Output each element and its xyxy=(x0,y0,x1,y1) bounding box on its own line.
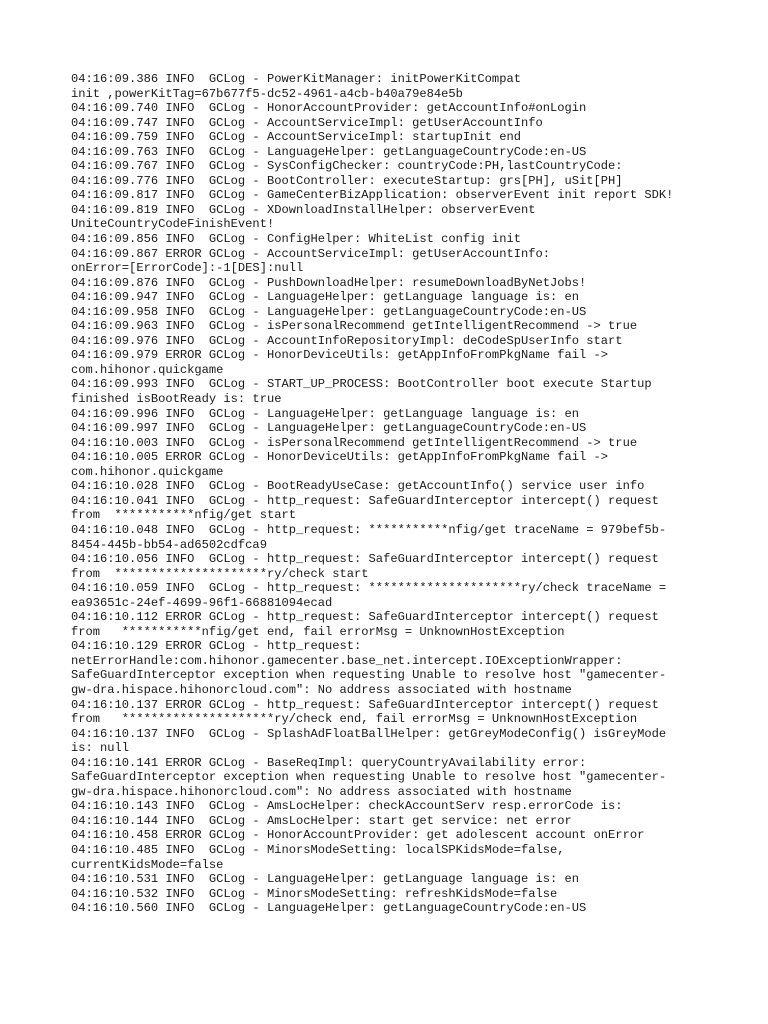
log-line: 04:16:09.759 INFO GCLog - AccountServiceImpl: startupInit end xyxy=(71,130,521,145)
log-line: gw-dra.hispace.hihonorcloud.com": No address associated with hostname xyxy=(71,784,572,799)
log-line: 04:16:10.056 INFO GCLog - http_request: SafeGuardInterceptor intercept() request xyxy=(71,552,659,567)
log-line: from ***********nfig/get end, fail errorMsg = UnknownHostException xyxy=(71,624,565,639)
log-line: 04:16:10.458 ERROR GCLog - HonorAccountProvider: get adolescent account onError xyxy=(71,828,645,843)
log-line: UniteCountryCodeFinishEvent! xyxy=(71,217,275,232)
log-line: SafeGuardInterceptor exception when requesting Unable to resolve host "gamecenter- xyxy=(71,770,667,785)
log-line: 04:16:10.137 INFO GCLog - SplashAdFloatBallHelper: getGreyModeConfig() isGreyMode xyxy=(71,726,667,741)
log-line: 04:16:10.059 INFO GCLog - http_request: *********************ry/check traceName = xyxy=(71,581,667,596)
log-line: 04:16:10.005 ERROR GCLog - HonorDeviceUtils: getAppInfoFromPkgName fail -> xyxy=(71,450,609,465)
log-line: 04:16:09.776 INFO GCLog - BootController: executeStartup: grs[PH], uSit[PH] xyxy=(71,173,623,188)
log-line: 04:16:10.532 INFO GCLog - MinorsModeSetting: refreshKidsMode=false xyxy=(71,886,558,901)
log-line: 04:16:10.485 INFO GCLog - MinorsModeSetting: localSPKidsMode=false, xyxy=(71,842,565,857)
log-line: from *********************ry/check end, fail errorMsg = UnknownHostException xyxy=(71,712,638,727)
log-line: 04:16:09.979 ERROR GCLog - HonorDeviceUtils: getAppInfoFromPkgName fail -> xyxy=(71,348,609,363)
log-line: finished isBootReady is: true xyxy=(71,392,282,407)
log-line: 04:16:09.867 ERROR GCLog - AccountServiceImpl: getUserAccountInfo: xyxy=(71,246,550,261)
log-line: netErrorHandle:com.hihonor.gamecenter.base_net.intercept.IOExceptionWrapper: xyxy=(71,653,623,668)
log-line: 04:16:09.958 INFO GCLog - LanguageHelper: getLanguageCountryCode:en-US xyxy=(71,304,587,319)
log-line: 04:16:09.997 INFO GCLog - LanguageHelper: getLanguageCountryCode:en-US xyxy=(71,421,587,436)
log-line: 04:16:09.767 INFO GCLog - SysConfigChecker: countryCode:PH,lastCountryCode: xyxy=(71,159,623,174)
log-line: com.hihonor.quickgame xyxy=(71,464,224,479)
log-line: 04:16:09.993 INFO GCLog - START_UP_PROCESS: BootController boot execute Startup xyxy=(71,377,652,392)
log-line: 04:16:09.976 INFO GCLog - AccountInfoRepositoryImpl: deCodeSpUserInfo start xyxy=(71,333,623,348)
log-line: 04:16:09.747 INFO GCLog - AccountServiceImpl: getUserAccountInfo xyxy=(71,115,543,130)
log-line: from ***********nfig/get start xyxy=(71,508,296,523)
log-line: 04:16:10.041 INFO GCLog - http_request: SafeGuardInterceptor intercept() request xyxy=(71,493,659,508)
log-line: gw-dra.hispace.hihonorcloud.com": No address associated with hostname xyxy=(71,682,572,697)
log-line: 8454-445b-bb54-ad6502cdfca9 xyxy=(71,537,267,552)
log-line: 04:16:09.817 INFO GCLog - GameCenterBizApplication: observerEvent init report SDK! xyxy=(71,188,674,203)
log-line: 04:16:10.112 ERROR GCLog - http_request: SafeGuardInterceptor intercept() request xyxy=(71,610,659,625)
log-line: ea93651c-24ef-4699-96f1-66881094ecad xyxy=(71,595,333,610)
log-text-block xyxy=(71,72,711,916)
log-line: onError=[ErrorCode]:-1[DES]:null xyxy=(71,261,304,276)
log-line: 04:16:09.876 INFO GCLog - PushDownloadHelper: resumeDownloadByNetJobs! xyxy=(71,275,587,290)
log-line: 04:16:10.028 INFO GCLog - BootReadyUseCase: getAccountInfo() service user info xyxy=(71,479,645,494)
log-line: 04:16:10.129 ERROR GCLog - http_request: xyxy=(71,639,362,654)
log-line: 04:16:10.137 ERROR GCLog - http_request: SafeGuardInterceptor intercept() request xyxy=(71,697,659,712)
log-line: 04:16:09.947 INFO GCLog - LanguageHelper: getLanguage language is: en xyxy=(71,290,580,305)
log-line: 04:16:09.963 INFO GCLog - isPersonalRecommend getIntelligentRecommend -> true xyxy=(71,319,638,334)
log-line: 04:16:10.531 INFO GCLog - LanguageHelper: getLanguage language is: en xyxy=(71,872,580,887)
log-line: from *********************ry/check start xyxy=(71,566,369,581)
log-line: 04:16:09.740 INFO GCLog - HonorAccountProvider: getAccountInfo#onLogin xyxy=(71,101,587,116)
log-line: init ,powerKitTag=67b677f5-dc52-4961-a4cb-b40a79e84e5b xyxy=(71,86,463,101)
log-line: currentKidsMode=false xyxy=(71,857,224,872)
log-line: SafeGuardInterceptor exception when requesting Unable to resolve host "gamecenter- xyxy=(71,668,667,683)
log-line: 04:16:09.856 INFO GCLog - ConfigHelper: WhiteList config init xyxy=(71,232,521,247)
log-line: 04:16:10.141 ERROR GCLog - BaseReqImpl: queryCountryAvailability error: xyxy=(71,755,587,770)
log-line: 04:16:09.996 INFO GCLog - LanguageHelper: getLanguage language is: en xyxy=(71,406,580,421)
log-line: is: null xyxy=(71,741,130,756)
log-line: 04:16:10.560 INFO GCLog - LanguageHelper: getLanguageCountryCode:en-US xyxy=(71,901,587,916)
log-line: 04:16:10.048 INFO GCLog - http_request: ***********nfig/get traceName = 979bef5b- xyxy=(71,522,667,537)
log-line: 04:16:10.144 INFO GCLog - AmsLocHelper: start get service: net error xyxy=(71,813,572,828)
log-line: 04:16:09.386 INFO GCLog - PowerKitManager: initPowerKitCompat xyxy=(71,72,521,86)
log-line: 04:16:09.819 INFO GCLog - XDownloadInstallHelper: observerEvent xyxy=(71,202,536,217)
log-line: com.hihonor.quickgame xyxy=(71,362,224,377)
log-line: 04:16:10.143 INFO GCLog - AmsLocHelper: checkAccountServ resp.errorCode is: xyxy=(71,799,623,814)
log-line: 04:16:09.763 INFO GCLog - LanguageHelper: getLanguageCountryCode:en-US xyxy=(71,144,587,159)
log-line: 04:16:10.003 INFO GCLog - isPersonalRecommend getIntelligentRecommend -> true xyxy=(71,435,638,450)
